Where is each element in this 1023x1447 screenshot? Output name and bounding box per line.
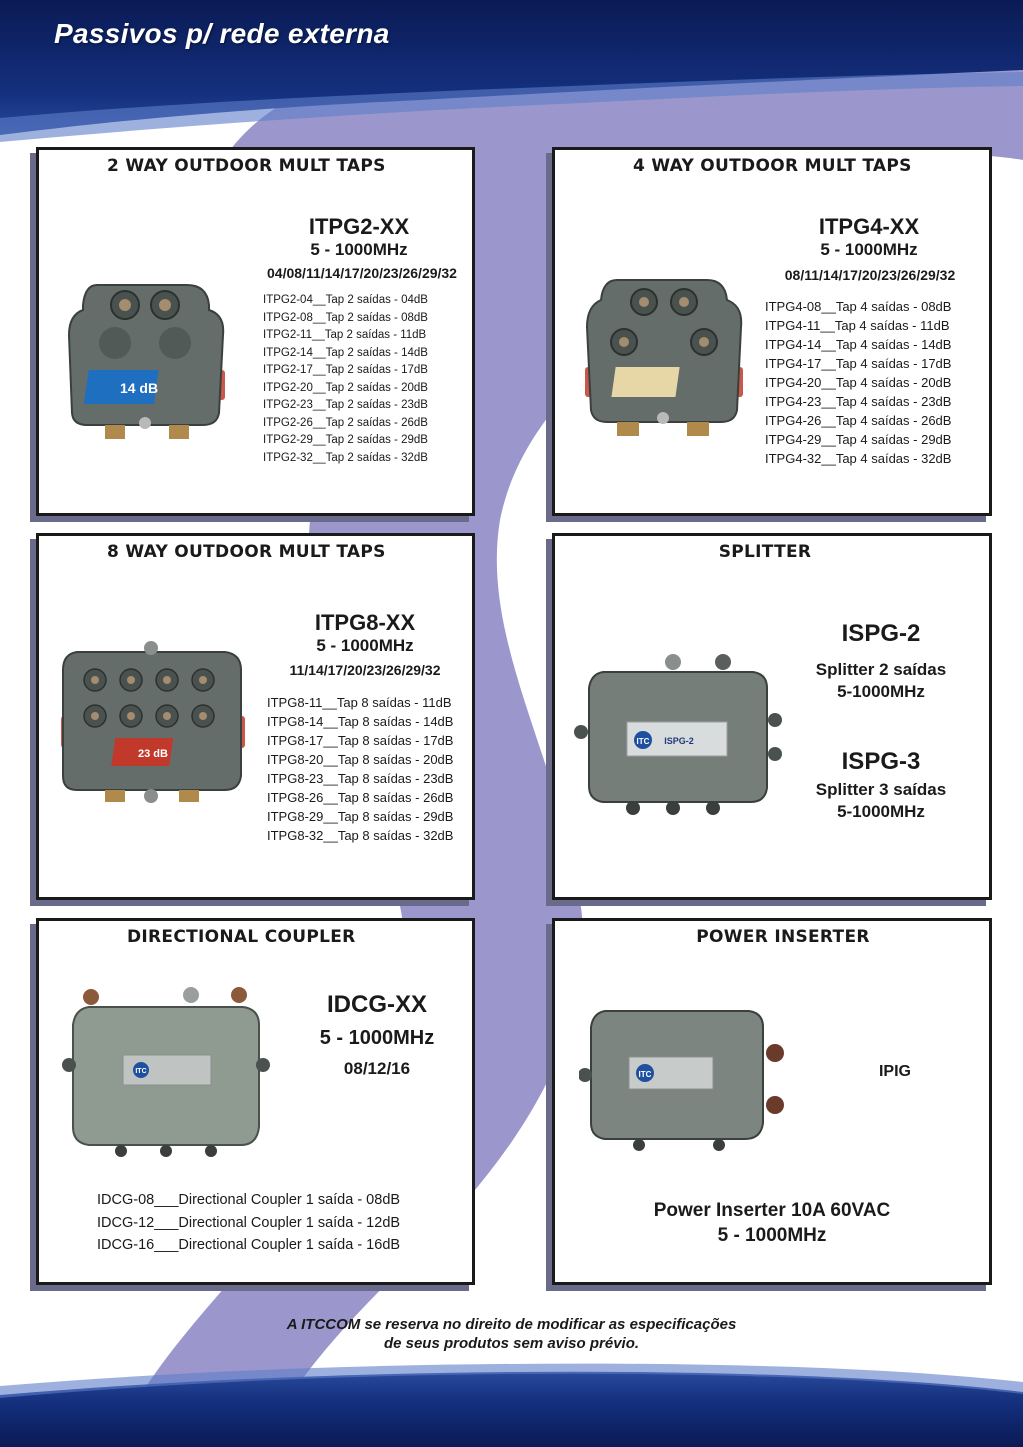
list-item: ITPG4-29__Tap 4 saídas - 29dB: [765, 432, 952, 447]
list-item: ITPG4-17__Tap 4 saídas - 17dB: [765, 356, 952, 371]
device-label: ISPG-2: [664, 736, 694, 746]
tap-8-way-photo: [49, 640, 255, 806]
model-name-3: ISPG-3: [841, 748, 921, 775]
list-item: ITPG2-29__Tap 2 saídas - 29dB: [263, 434, 428, 446]
frequency-range: 5 - 1000MHz: [310, 240, 408, 259]
device-label: 23 dB: [138, 748, 168, 760]
power-inserter-photo: [579, 1003, 789, 1153]
list-item: IDCG-12___Directional Coupler 1 saída - 12dB: [97, 1214, 401, 1231]
list-item: ITPG8-23__Tap 8 saídas - 23dB: [267, 771, 454, 786]
panel-8-way-taps: [36, 533, 475, 900]
list-item: ITPG2-20__Tap 2 saídas - 20dB: [263, 381, 428, 394]
list-item: ITPG2-14__Tap 2 saídas - 14dB: [263, 346, 428, 359]
list-item: ITPG4-23__Tap 4 saídas - 23dB: [765, 394, 952, 409]
model-name: ITPG4-XX: [818, 214, 920, 239]
model-description-2: Splitter 2 saídas: [815, 660, 947, 679]
disclaimer: [0, 1315, 1023, 1353]
list-item: ITPG4-11__Tap 4 saídas - 11dB: [765, 318, 950, 333]
list-item: ITPG2-17__Tap 2 saídas - 17dB: [263, 364, 428, 376]
panel-splitter: [552, 533, 992, 900]
list-item: ITPG4-20__Tap 4 saídas - 20dB: [765, 375, 952, 390]
tap-2-way-photo: [57, 275, 233, 445]
frequency-range-2: 5-1000MHz: [837, 682, 925, 701]
spec-list: [765, 297, 951, 468]
attenuation-values: 04/08/11/14/17/20/23/26/29/32: [267, 265, 457, 281]
list-item: ITPG8-17__Tap 8 saídas - 17dB: [267, 733, 454, 748]
panel-4-way-taps: [552, 147, 992, 516]
coupler-photo: [61, 979, 271, 1159]
panel-title: 8 WAY OUTDOOR MULT TAPS: [107, 542, 386, 562]
list-item: ITPG4-14__Tap 4 saídas - 14dB: [765, 337, 952, 352]
spec-list: [97, 1189, 400, 1257]
splitter-photo: [573, 650, 783, 816]
panel-directional-coupler: [36, 918, 475, 1285]
frequency-range-3: 5-1000MHz: [837, 802, 925, 821]
tap-4-way-photo: [577, 272, 751, 442]
list-item: ITPG8-26__Tap 8 saídas - 26dB: [267, 790, 454, 805]
list-item: ITPG2-32__Tap 2 saídas - 32dB: [263, 451, 428, 464]
list-item: ITPG2-26__Tap 2 saídas - 26dB: [263, 416, 428, 429]
list-item: IDCG-08___Directional Coupler 1 saída - 08dB: [97, 1192, 401, 1208]
list-item: ITPG4-26__Tap 4 saídas - 26dB: [765, 413, 952, 428]
panel-title: POWER INSERTER: [696, 927, 870, 947]
panel-power-inserter: [552, 918, 992, 1285]
panel-2-way-taps: [36, 147, 475, 516]
list-item: ITPG8-32__Tap 8 saídas - 32dB: [267, 828, 454, 843]
list-item: ITPG2-08__Tap 2 saídas - 08dB: [263, 311, 428, 324]
disclaimer-line-1: A ITCCOM se reserva no direito de modificar as especificações: [286, 1316, 737, 1333]
list-item: ITPG8-11__Tap 8 saídas - 11dB: [267, 695, 452, 710]
frequency-range: 5 - 1000MHz: [717, 1225, 827, 1246]
list-item: ITPG8-14__Tap 8 saídas - 14dB: [267, 714, 454, 729]
spec-list: [267, 693, 453, 845]
device-brand: ITC: [135, 1068, 147, 1075]
model-name: ITPG8-XX: [314, 610, 416, 635]
disclaimer-line-2: de seus produtos sem aviso prévio.: [383, 1335, 640, 1352]
panel-title: 4 WAY OUTDOOR MULT TAPS: [633, 156, 912, 176]
panel-title: DIRECTIONAL COUPLER: [127, 927, 356, 947]
model-name: IPIG: [878, 1063, 911, 1080]
model-name: IDCG-XX: [326, 991, 427, 1018]
attenuation-values: 08/12/16: [343, 1059, 411, 1078]
list-item: ITPG2-23__Tap 2 saídas - 23dB: [263, 399, 428, 411]
page-title: Passivos p/ rede externa: [54, 18, 390, 49]
list-item: IDCG-16___Directional Coupler 1 saída - 16dB: [97, 1237, 401, 1253]
panel-title: 2 WAY OUTDOOR MULT TAPS: [107, 156, 386, 176]
list-item: ITPG4-08__Tap 4 saídas - 08dB: [765, 299, 952, 314]
model-description-3: Splitter 3 saídas: [815, 780, 947, 799]
panel-title: SPLITTER: [718, 542, 812, 562]
list-item: ITPG8-20__Tap 8 saídas - 20dB: [267, 752, 454, 767]
frequency-range: 5 - 1000MHz: [316, 636, 414, 655]
model-name: ITPG2-XX: [308, 214, 410, 239]
spec-list: [263, 292, 428, 467]
list-item: ITPG2-04__Tap 2 saídas - 04dB: [263, 294, 428, 306]
attenuation-values: 11/14/17/20/23/26/29/32: [289, 662, 441, 678]
attenuation-values: 08/11/14/17/20/23/26/29/32: [784, 267, 956, 283]
device-label: 14 dB: [119, 380, 159, 396]
frequency-range: 5 - 1000MHz: [319, 1027, 435, 1049]
list-item: ITPG4-32__Tap 4 saídas - 32dB: [765, 451, 952, 466]
model-description: Power Inserter 10A 60VAC: [653, 1200, 891, 1221]
model-name-2: ISPG-2: [841, 620, 921, 647]
frequency-range: 5 - 1000MHz: [820, 240, 918, 259]
list-item: ITPG8-29__Tap 8 saídas - 29dB: [267, 809, 454, 824]
device-brand: ITC: [638, 1070, 652, 1079]
device-brand: ITC: [636, 737, 650, 746]
list-item: ITPG2-11__Tap 2 saídas - 11dB: [263, 329, 427, 341]
